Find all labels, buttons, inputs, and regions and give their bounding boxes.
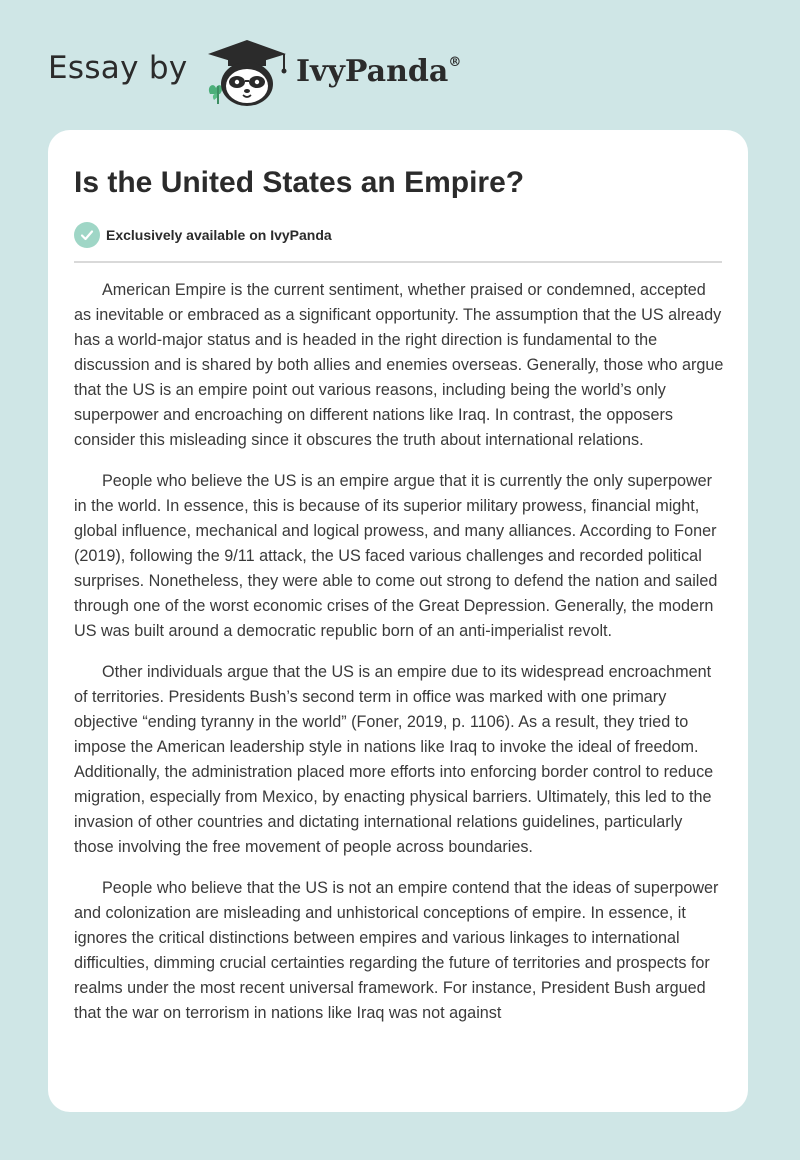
paragraph: People who believe that the US is not an empire contend that the ideas of superpower and colonization are misleading and unhistorical conceptions of empire. In essence, it ignores the critical distinctions between empires and various linkages to international difficulties, dimming crucial certainties regarding the future of territories and prospects for realms under the most recent universal framework. For instance, President Bush argued that the war on terrorism in nations like Iraq was not against <box>74 879 719 1022</box>
essay-card <box>48 130 748 1112</box>
site-header <box>0 0 800 130</box>
exclusive-badge-label: Exclusively available on IvyPanda <box>106 227 332 243</box>
exclusive-badge <box>74 222 332 248</box>
registered-mark: ® <box>448 55 462 70</box>
checkmark-icon <box>74 222 100 248</box>
paragraph: Other individuals argue that the US is an empire due to its widespread encroachment of territories. Presidents Bush’s second term in office was marked with one primary objective “ending tyranny in the world” (Foner, 2019, p. 1106). As a result, they tried to impose the American leadership style in nations like Iraq to invoke the ideal of freedom. Additionally, the administration placed more efforts into enforcing border control to reduce migration, especially from Mexico, by enacting physical barriers. Ultimately, this led to the invasion of other countries and dictating international relations guidelines, particularly those involving the free movement of people across boundaries. <box>74 663 714 856</box>
paragraph: People who believe the US is an empire argue that it is currently the only superpower in the world. In essence, this is because of its superior military prowess, financial might, global influence, mechanical and logical prowess, and many alliances. According to Foner (2019), following the 9/11 attack, the US faced various challenges and recorded political surprises. Nonetheless, they were able to come out strong to defend the nation and sailed through one of the worst economic crises of the Great Depression. Generally, the modern US was built around a democratic republic born of an anti-imperialist revolt. <box>74 472 718 640</box>
divider <box>74 261 722 263</box>
page-title: Is the United States an Empire? <box>74 166 525 199</box>
paragraph: American Empire is the current sentiment, whether praised or condemned, accepted as inevitable or embraced as a significant opportunity. The assumption that the US already has a world-major status and is headed in the right direction is fundamental to the discussion and is shared by both allies and enemies overseas. Generally, those who argue that the US is an empire point out various reasons, including being the world’s only superpower and encroaching on different nations like Iraq. In contrast, the opposers consider this misleading since it obscures the truth about international relations. <box>74 281 724 449</box>
essay-by-label: Essay by <box>48 50 188 86</box>
brand-name-text: IvyPanda <box>296 54 449 89</box>
panda-logo-icon[interactable] <box>200 36 294 108</box>
essay-body <box>74 278 724 1042</box>
brand-name[interactable] <box>296 54 461 89</box>
